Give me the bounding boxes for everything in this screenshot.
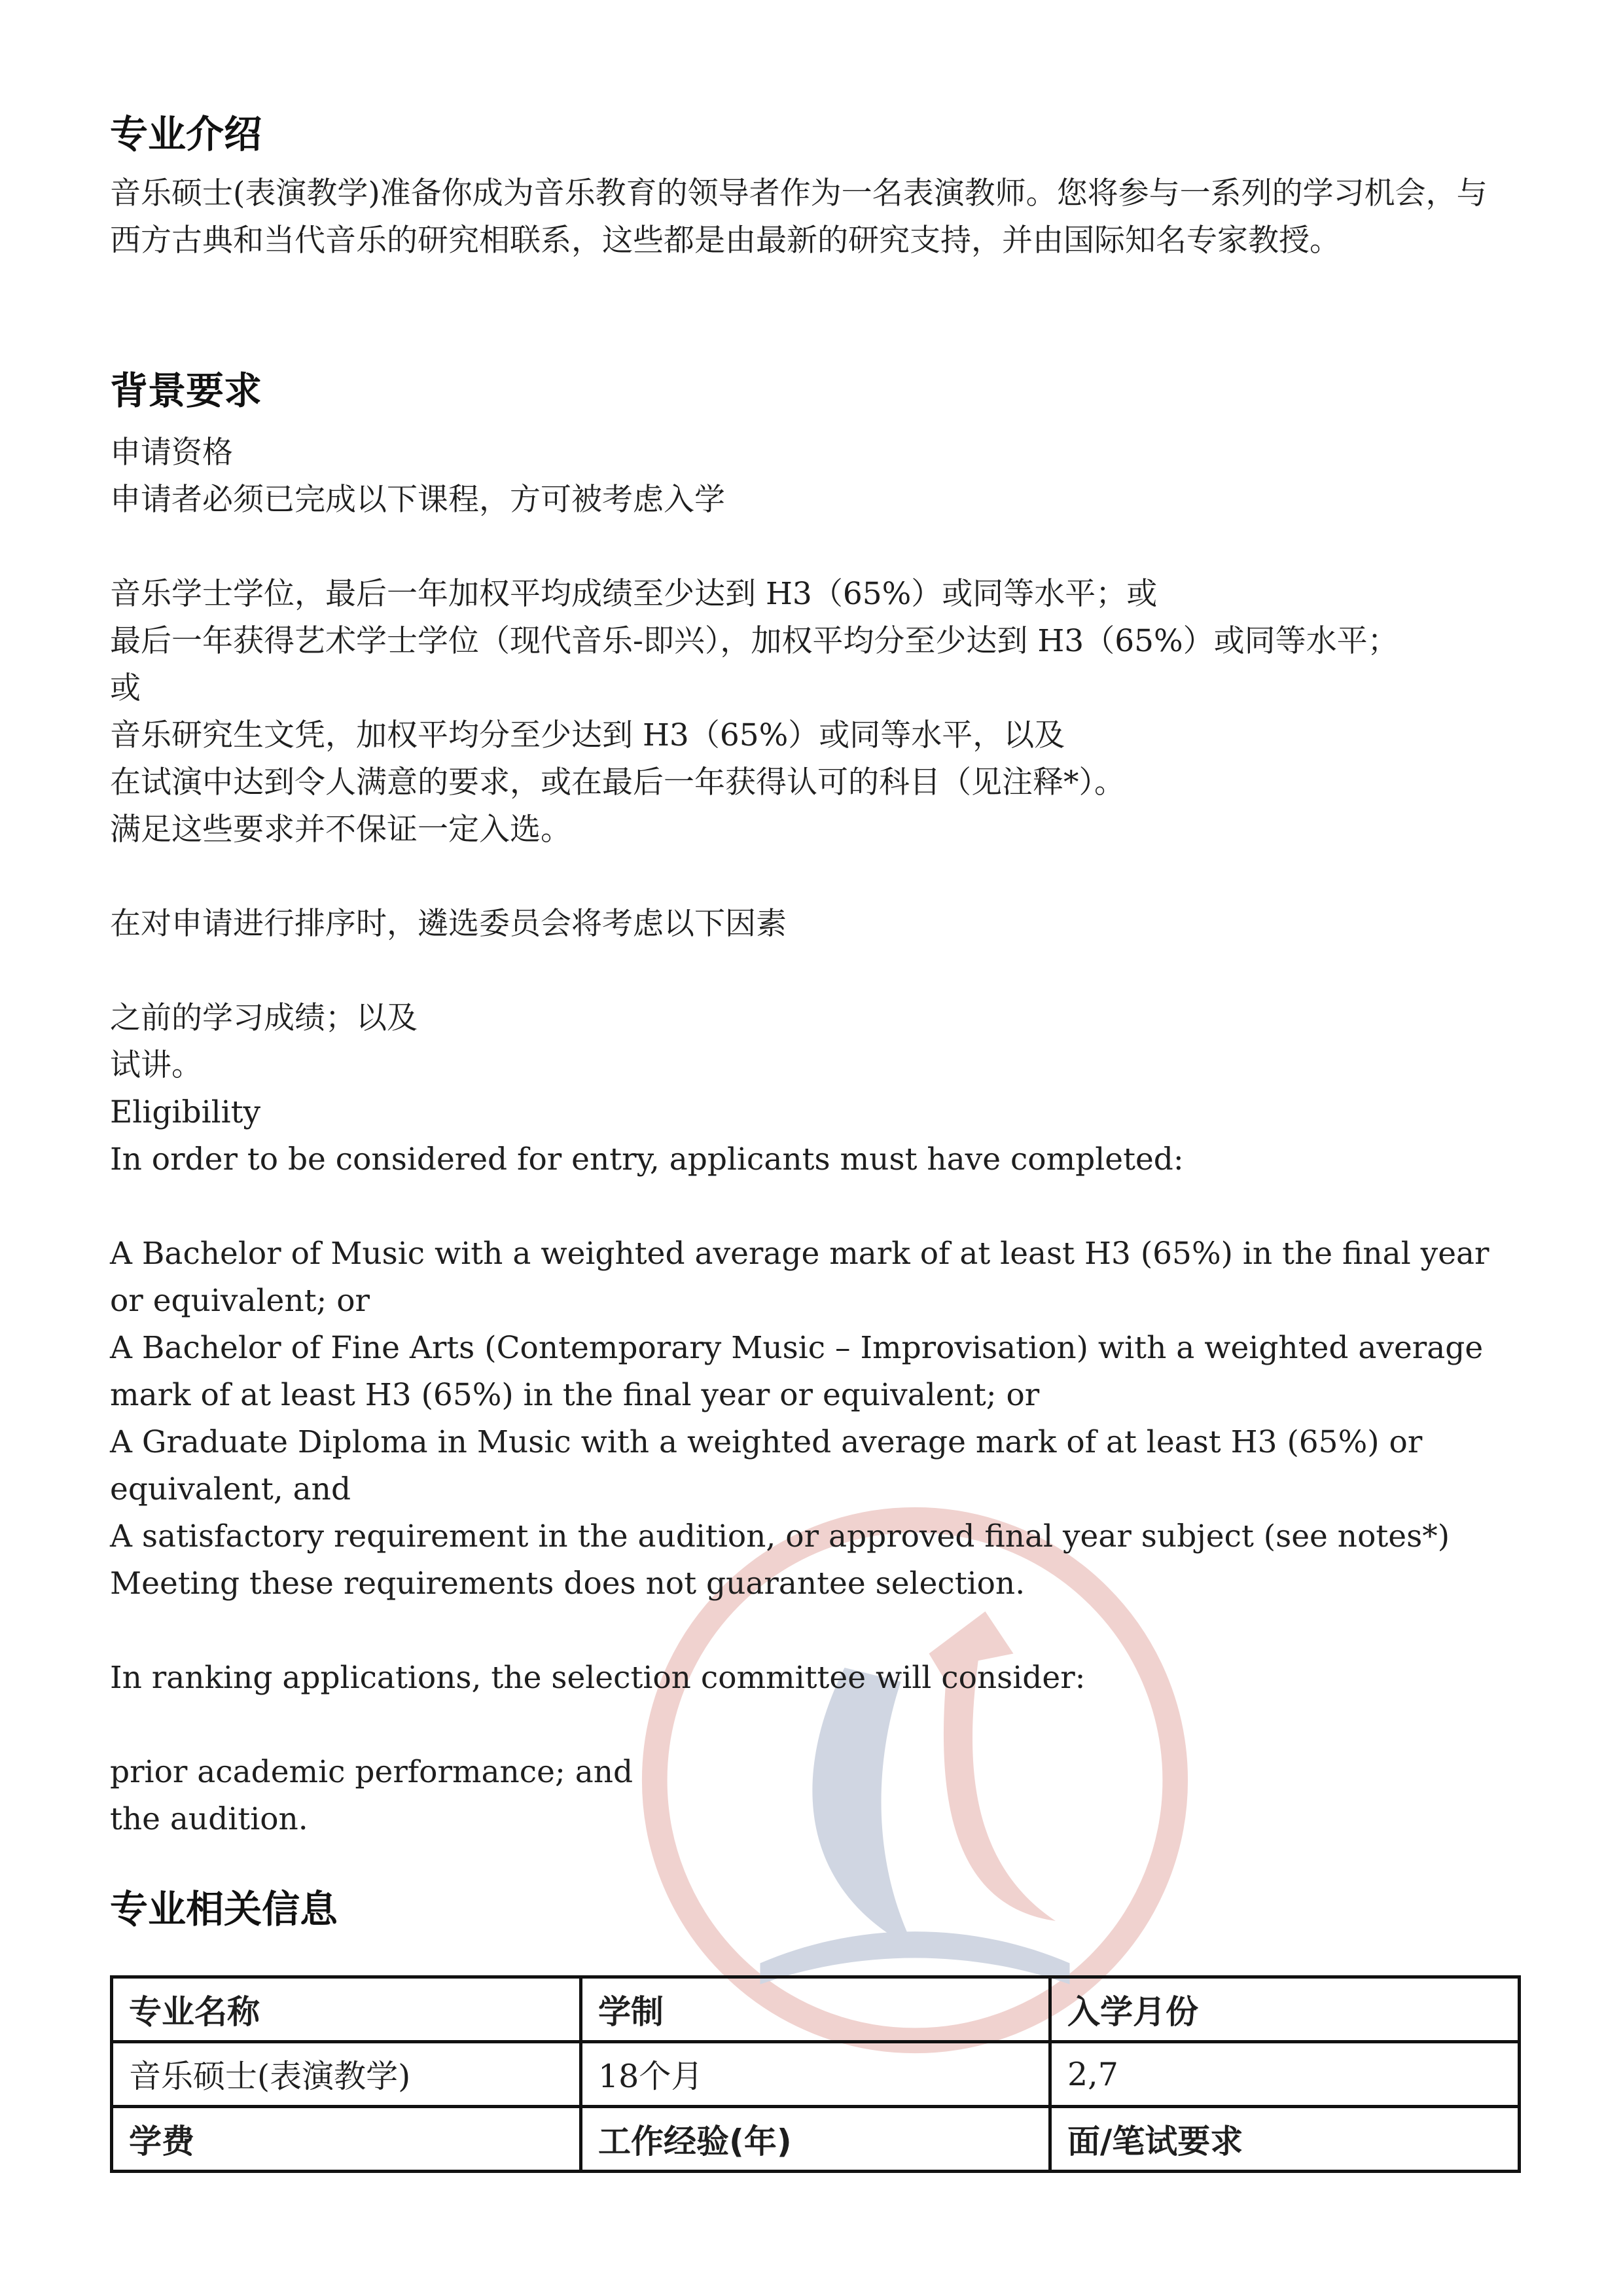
table-cell: 2,7 [1050, 2042, 1520, 2107]
bg-line: 音乐研究生文凭，加权平均分至少达到 H3（65%）或同等水平，以及 [110, 717, 1065, 753]
bg-line: 在对申请进行排序时，遴选委员会将考虑以下因素 [110, 906, 787, 942]
bg-line: 音乐学士学位，最后一年加权平均成绩至少达到 H3（65%）或同等水平；或 [110, 576, 1158, 612]
table-row [112, 2042, 1520, 2107]
table-header-cell: 专业名称 [112, 1977, 581, 2042]
table-header-cell: 入学月份 [1050, 1977, 1520, 2042]
bg-line: prior academic performance; and [110, 1754, 633, 1790]
bg-line: the audition. [110, 1801, 308, 1837]
bg-line: equivalent, and [110, 1471, 351, 1507]
bg-line [110, 1702, 1530, 1749]
table-cell: 音乐硕士(表演教学) [112, 2042, 581, 2107]
table-row [112, 1977, 1520, 2042]
bg-line [110, 853, 1530, 901]
bg-line: A Graduate Diploma in Music with a weighted average mark of at least H3 (65%) or [110, 1424, 1423, 1460]
bg-line [110, 1607, 1530, 1655]
bg-line [110, 948, 1530, 995]
table-header-cell: 面/笔试要求 [1050, 2107, 1520, 2172]
bg-line: 申请资格 [110, 435, 233, 471]
table-header-cell: 工作经验(年) [581, 2107, 1050, 2172]
table-header-cell: 学制 [581, 1977, 1050, 2042]
bg-line: A satisfactory requirement in the audition, or approved final year subject (see notes*) [110, 1518, 1450, 1554]
bg-line: 申请者必须已完成以下课程，方可被考虑入学 [110, 482, 725, 518]
bg-line: A Bachelor of Fine Arts (Contemporary Music – Improvisation) with a weighted average [110, 1330, 1484, 1366]
table-cell: 18个月 [581, 2042, 1050, 2107]
background-body [110, 429, 1530, 1843]
table-header-cell: 学费 [112, 2107, 581, 2172]
bg-line: In order to be considered for entry, applicants must have completed: [110, 1141, 1184, 1177]
bg-line: In ranking applications, the selection committee will consider: [110, 1660, 1086, 1696]
table-row [112, 2107, 1520, 2172]
info-heading: 专业相关信息 [110, 1887, 338, 1931]
bg-line: or equivalent; or [110, 1283, 370, 1319]
bg-line: 最后一年获得艺术学士学位（现代音乐-即兴），加权平均分至少达到 H3（65%）或同等水平； [110, 623, 1399, 659]
bg-line: Eligibility [110, 1094, 261, 1130]
bg-line: A Bachelor of Music with a weighted average mark of at least H3 (65%) in the final year [110, 1236, 1489, 1272]
bg-line: 在试演中达到令人满意的要求，或在最后一年获得认可的科目（见注释*）。 [110, 764, 1125, 800]
program-info-table [110, 1975, 1521, 2173]
bg-line: 满足这些要求并不保证一定入选。 [110, 812, 571, 848]
bg-line [110, 524, 1530, 571]
bg-line [110, 1183, 1530, 1230]
bg-line: Meeting these requirements does not guarantee selection. [110, 1566, 1026, 1602]
background-heading: 背景要求 [110, 368, 262, 413]
bg-line: 试讲。 [110, 1047, 202, 1083]
bg-line: 或 [110, 670, 141, 706]
bg-line: mark of at least H3 (65%) in the final year or equivalent; or [110, 1377, 1040, 1413]
bg-line: 之前的学习成绩；以及 [110, 1000, 418, 1036]
intro-paragraph: 音乐硕士(表演教学)准备你成为音乐教育的领导者作为一名表演教师。您将参与一系列的学习机会，与西方古典和当代音乐的研究相联系，这些都是由最新的研究支持，并由国际知名专家教授。 [110, 175, 1488, 259]
intro-heading: 专业介绍 [110, 112, 262, 156]
